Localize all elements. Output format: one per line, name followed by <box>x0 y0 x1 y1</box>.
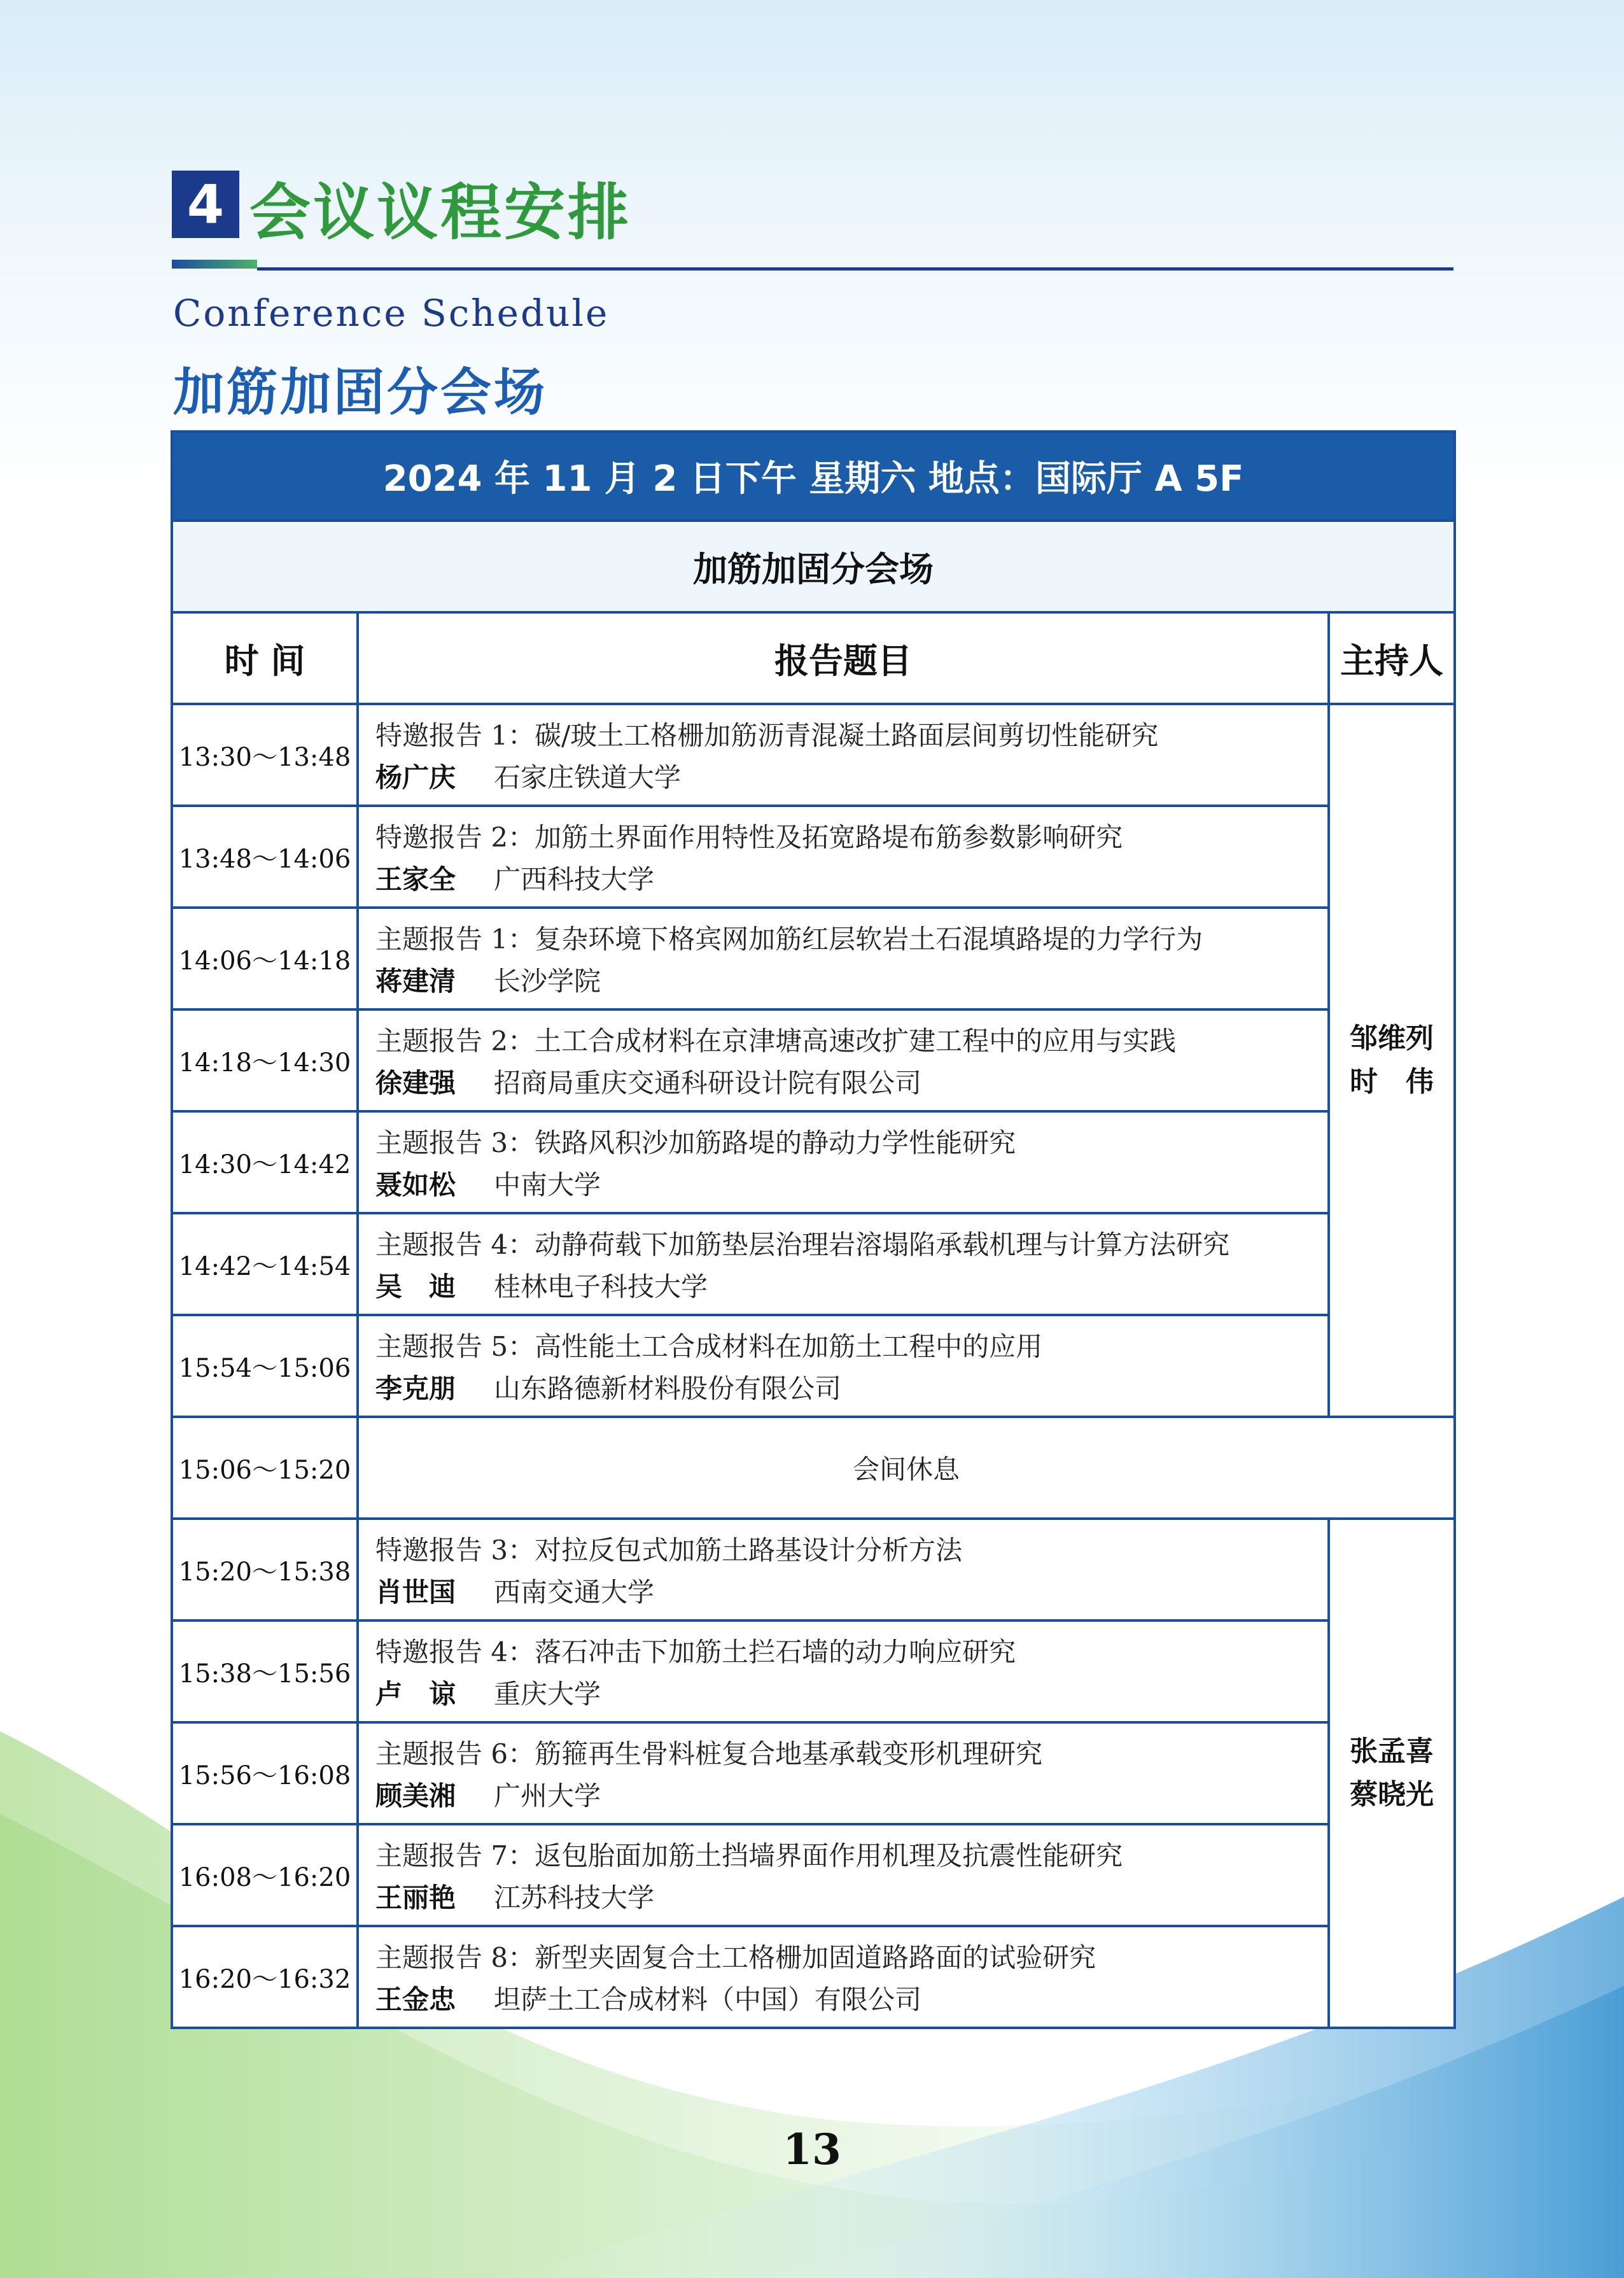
speaker <box>375 1062 1327 1100</box>
subtitle-chinese: 加筋加固分会场 <box>173 362 547 422</box>
speaker-affiliation: 桂林电子科技大学 <box>494 1271 708 1302</box>
row-time: 14:42～14:54 <box>172 1213 358 1315</box>
page-number: 13 <box>783 2125 841 2174</box>
speaker <box>375 1673 1327 1712</box>
speaker <box>375 1368 1327 1406</box>
row-time: 13:48～14:06 <box>172 806 358 908</box>
host-group-1 <box>1329 704 1455 1417</box>
speaker <box>375 1979 1327 2017</box>
speaker-name: 王丽艳 <box>375 1882 456 1913</box>
speaker-affiliation: 石家庄铁道大学 <box>494 762 682 793</box>
speaker-affiliation: 中南大学 <box>494 1169 601 1200</box>
row-time: 16:08～16:20 <box>172 1824 358 1926</box>
schedule-table <box>171 430 1456 2029</box>
report-title: 主题报告 2：土工合成材料在京津塘高速改扩建工程中的应用与实践 <box>375 1025 1177 1057</box>
row-time: 16:20～16:32 <box>172 1926 358 2028</box>
row-time: 15:38～15:56 <box>172 1621 358 1722</box>
report-title: 主题报告 3：铁路风积沙加筋路堤的静动力学性能研究 <box>375 1127 1016 1158</box>
title-rule-accent <box>172 260 257 269</box>
row-time: 14:06～14:18 <box>172 908 358 1009</box>
host-name: 时 伟 <box>1350 1065 1434 1098</box>
row-time: 15:54～15:06 <box>172 1315 358 1417</box>
row-report <box>358 1009 1329 1111</box>
table-row <box>172 1009 1455 1111</box>
speaker-name: 聂如松 <box>375 1169 456 1200</box>
header-row <box>172 612 1455 704</box>
speaker-name: 肖世国 <box>375 1577 456 1608</box>
header-host: 主持人 <box>1329 612 1455 704</box>
speaker-affiliation: 招商局重庆交通科研设计院有限公司 <box>494 1067 922 1099</box>
host-name: 蔡晓光 <box>1350 1778 1434 1811</box>
speaker-name: 李克朋 <box>375 1373 456 1404</box>
section-title: 会议议程安排 <box>249 176 631 248</box>
row-report <box>358 1621 1329 1722</box>
speaker-affiliation: 重庆大学 <box>494 1678 601 1710</box>
header-topic: 报告题目 <box>358 612 1329 704</box>
speaker-name: 杨广庆 <box>375 762 456 793</box>
speaker-name: 蒋建清 <box>375 966 456 997</box>
speaker <box>375 1877 1327 1915</box>
speaker-name: 徐建强 <box>375 1067 456 1099</box>
row-report <box>358 1315 1329 1417</box>
speaker <box>375 859 1327 897</box>
report-title: 主题报告 4：动静荷载下加筋垫层治理岩溶塌陷承载机理与计算方法研究 <box>375 1229 1230 1260</box>
report-title: 特邀报告 1：碳/玻土工格栅加筋沥青混凝土路面层间剪切性能研究 <box>375 720 1159 751</box>
row-time: 14:30～14:42 <box>172 1111 358 1213</box>
break-label: 会间休息 <box>358 1417 1455 1519</box>
speaker-affiliation: 西南交通大学 <box>494 1577 655 1608</box>
table-row <box>172 1111 1455 1213</box>
session-name: 加筋加固分会场 <box>172 521 1455 612</box>
session-row <box>172 521 1455 612</box>
row-time: 14:18～14:30 <box>172 1009 358 1111</box>
row-report <box>358 1519 1329 1621</box>
host-name: 张孟喜 <box>1350 1735 1434 1768</box>
speaker-affiliation: 广州大学 <box>494 1780 601 1811</box>
speaker-affiliation: 长沙学院 <box>494 966 601 997</box>
row-report <box>358 908 1329 1009</box>
table-row <box>172 704 1455 806</box>
host-name: 邹维列 <box>1350 1022 1434 1055</box>
speaker-name: 卢 谅 <box>375 1678 456 1710</box>
report-title: 主题报告 8：新型夹固复合土工格栅加固道路路面的试验研究 <box>375 1942 1096 1973</box>
break-row <box>172 1417 1455 1519</box>
row-report <box>358 1824 1329 1926</box>
speaker-name: 顾美湘 <box>375 1780 456 1811</box>
speaker-name: 王金忠 <box>375 1984 456 2015</box>
banner-text: 2024 年 11 月 2 日下午 星期六 地点：国际厅 A 5F <box>172 432 1455 521</box>
report-title: 特邀报告 4：落石冲击下加筋土拦石墙的动力响应研究 <box>375 1636 1016 1668</box>
host-group-2 <box>1329 1519 1455 2028</box>
row-report <box>358 1213 1329 1315</box>
section-number-badge: 4 <box>172 171 239 238</box>
report-title: 特邀报告 2：加筋土界面作用特性及拓宽路堤布筋参数影响研究 <box>375 822 1123 853</box>
row-report <box>358 1926 1329 2028</box>
speaker <box>375 960 1327 999</box>
row-report <box>358 806 1329 908</box>
table-row <box>172 806 1455 908</box>
table-row <box>172 1213 1455 1315</box>
speaker <box>375 1775 1327 1813</box>
table-row <box>172 1315 1455 1417</box>
row-report <box>358 704 1329 806</box>
title-rule <box>257 267 1453 271</box>
row-time: 15:06～15:20 <box>172 1417 358 1519</box>
report-title: 特邀报告 3：对拉反包式加筋土路基设计分析方法 <box>375 1535 963 1566</box>
speaker-affiliation: 山东路德新材料股份有限公司 <box>494 1373 842 1404</box>
report-title: 主题报告 7：返包胎面加筋土挡墙界面作用机理及抗震性能研究 <box>375 1840 1123 1871</box>
row-report <box>358 1111 1329 1213</box>
row-time: 15:56～16:08 <box>172 1722 358 1824</box>
speaker <box>375 1571 1327 1610</box>
speaker-affiliation: 广西科技大学 <box>494 864 655 895</box>
speaker <box>375 757 1327 795</box>
speaker <box>375 1164 1327 1202</box>
table-row <box>172 1621 1455 1722</box>
table-row <box>172 1519 1455 1621</box>
report-title: 主题报告 1：复杂环境下格宾网加筋红层软岩土石混填路堤的力学行为 <box>375 924 1203 955</box>
speaker-name: 吴 迪 <box>375 1271 456 1302</box>
table-row <box>172 1824 1455 1926</box>
speaker-affiliation: 坦萨土工合成材料（中国）有限公司 <box>494 1984 922 2015</box>
date-location-banner <box>172 432 1455 521</box>
table-row <box>172 1722 1455 1824</box>
table-row <box>172 1926 1455 2028</box>
report-title: 主题报告 6：筋箍再生骨料桩复合地基承载变形机理研究 <box>375 1738 1043 1769</box>
subtitle-english: Conference Schedule <box>173 292 610 335</box>
header-time: 时 间 <box>172 612 358 704</box>
speaker <box>375 1266 1327 1304</box>
speaker-name: 王家全 <box>375 864 456 895</box>
row-report <box>358 1722 1329 1824</box>
report-title: 主题报告 5：高性能土工合成材料在加筋土工程中的应用 <box>375 1331 1043 1362</box>
row-time: 13:30～13:48 <box>172 704 358 806</box>
table-row <box>172 908 1455 1009</box>
row-time: 15:20～15:38 <box>172 1519 358 1621</box>
speaker-affiliation: 江苏科技大学 <box>494 1882 655 1913</box>
